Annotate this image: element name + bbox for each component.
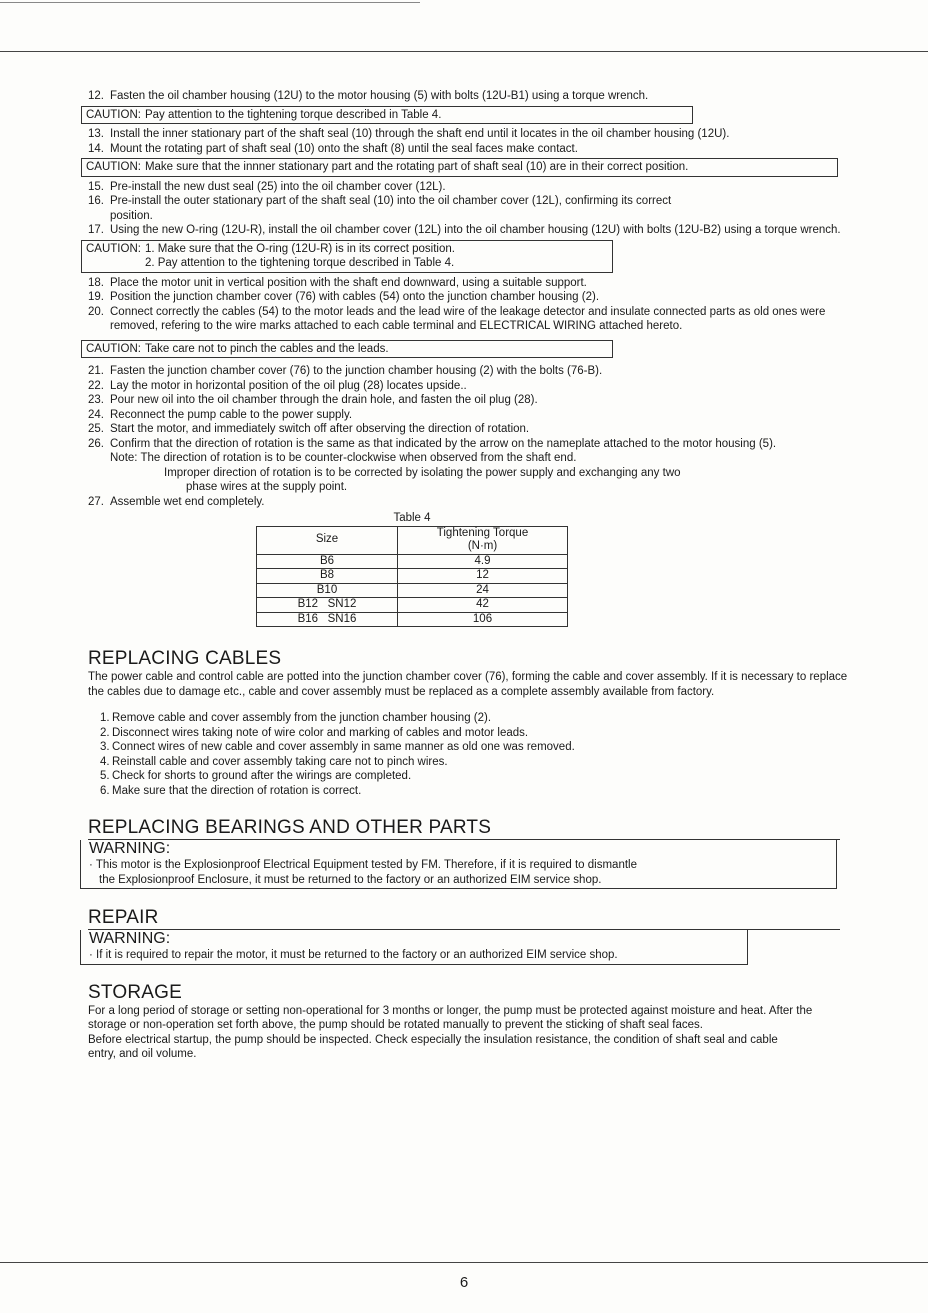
step-text: Install the inner stationary part of the shaft seal (10) through the shaft end until it locates in the oil chamber housing (12U). bbox=[110, 128, 730, 140]
section-storage bbox=[88, 982, 848, 1062]
warning-title: WARNING: bbox=[89, 840, 171, 857]
step-number: 3. bbox=[100, 741, 110, 753]
header-torque-line-2: (N·m) bbox=[467, 540, 498, 552]
step-text: Make sure that the direction of rotation is correct. bbox=[112, 784, 362, 797]
table-caption: Table 4 bbox=[393, 512, 431, 524]
header-rule bbox=[0, 51, 928, 52]
section-replacing-bearings bbox=[88, 817, 848, 889]
step-22 bbox=[88, 379, 848, 394]
step-number: 16. bbox=[88, 195, 104, 207]
step-19 bbox=[88, 290, 848, 305]
step-number: 19. bbox=[88, 291, 104, 303]
section-paragraph: The power cable and control cable are potted into the junction chamber cover (76), forming the cable and cover assembly. If it is necessary to replace the cables due to damage etc., cable and cover assembly must be replaced as a complete assembly available from factory. bbox=[88, 671, 848, 698]
list-item bbox=[100, 711, 848, 726]
header-size: Size bbox=[257, 526, 398, 554]
caution-line-2: 2. Pay attention to the tightening torque described in Table 4. bbox=[144, 257, 455, 269]
cell-torque: 42 bbox=[398, 598, 568, 613]
step-18 bbox=[88, 276, 848, 291]
step-text: Connect wires of new cable and cover assembly in same manner as old one was removed. bbox=[112, 741, 575, 753]
header-torque-line-1: Tightening Torque bbox=[436, 526, 529, 539]
step-number: 5. bbox=[100, 770, 110, 782]
cable-steps-list bbox=[88, 711, 848, 798]
page-number: 6 bbox=[459, 1274, 469, 1291]
step-15 bbox=[88, 180, 848, 195]
caution-text: Pay attention to the tightening torque described in Table 4. bbox=[144, 108, 442, 121]
step-number: 15. bbox=[88, 180, 104, 193]
page-content bbox=[88, 89, 848, 1062]
step-number: 22. bbox=[88, 379, 104, 392]
cell-size: B6 bbox=[257, 554, 398, 569]
step-text: Check for shorts to ground after the wirings are completed. bbox=[112, 770, 412, 782]
step-number: 4. bbox=[100, 755, 110, 768]
step-20 bbox=[88, 305, 848, 334]
section-heading: STORAGE bbox=[88, 981, 182, 1003]
warning-box bbox=[80, 930, 748, 965]
table-row bbox=[257, 583, 568, 598]
step-number: 1. bbox=[100, 712, 110, 724]
warning-line-1: · This motor is the Explosionproof Electrical Equipment tested by FM. Therefore, if it is required to dismantle bbox=[89, 859, 637, 871]
caution-box-3 bbox=[81, 240, 613, 273]
section-heading: REPAIR bbox=[88, 907, 840, 930]
cell-torque: 106 bbox=[398, 612, 568, 627]
step-number: 20. bbox=[88, 305, 104, 318]
caution-label: CAUTION: bbox=[86, 342, 141, 355]
step-text: Remove cable and cover assembly from the junction chamber housing (2). bbox=[112, 712, 492, 724]
step-21 bbox=[88, 364, 848, 379]
step-text: Assemble wet end completely. bbox=[110, 495, 265, 508]
step-number: 21. bbox=[88, 365, 104, 377]
step-12 bbox=[88, 89, 848, 104]
note-line-3: phase wires at the supply point. bbox=[186, 481, 348, 493]
step-text: Pre-install the new dust seal (25) into the oil chamber cover (12L). bbox=[110, 180, 446, 193]
section-heading: REPLACING CABLES bbox=[88, 648, 282, 669]
step-text: Pour new oil into the oil chamber through the drain hole, and fasten the oil plug (28). bbox=[110, 394, 538, 406]
step-text: Disconnect wires taking note of wire color and marking of cables and motor leads. bbox=[112, 726, 529, 739]
step-text: Confirm that the direction of rotation is the same as that indicated by the arrow on the nameplate attached to the motor housing (5). bbox=[110, 437, 777, 450]
storage-paragraph-2: Before electrical startup, the pump should be inspected. Check especially the insulation resistance, the condition of shaft seal and cable entry, and oil volume. bbox=[88, 1033, 778, 1060]
step-text: Lay the motor in horizontal position of the oil plug (28) locates upside.. bbox=[110, 379, 467, 392]
step-text: Connect correctly the cables (54) to the motor leads and the lead wire of the leakage detector and insulate connected parts as old ones were removed, refering to the wire marks attached to each cable terminal and ELECTRICAL WIRING attached hereto. bbox=[110, 305, 826, 332]
step-23 bbox=[88, 393, 848, 408]
caution-label: CAUTION: bbox=[86, 108, 141, 121]
step-number: 25. bbox=[88, 423, 104, 435]
step-14 bbox=[88, 142, 848, 157]
table-row bbox=[257, 554, 568, 569]
top-stub-rule bbox=[0, 2, 420, 3]
step-text: Fasten the junction chamber cover (76) to the junction chamber housing (2) with the bolts (76-B). bbox=[110, 365, 603, 377]
list-item bbox=[100, 740, 848, 755]
step-25 bbox=[88, 422, 848, 437]
section-repair bbox=[88, 907, 848, 965]
section-replacing-cables bbox=[88, 648, 848, 798]
caution-label: CAUTION: bbox=[86, 161, 141, 173]
note-line-2: Improper direction of rotation is to be corrected by isolating the power supply and exchanging any two bbox=[164, 466, 681, 479]
caution-line-1: 1. Make sure that the O-ring (12U-R) is in its correct position. bbox=[144, 242, 455, 255]
step-16 bbox=[88, 194, 848, 223]
table-header-row bbox=[257, 526, 568, 554]
step-text: Place the motor unit in vertical position with the shaft end downward, using a suitable support. bbox=[110, 276, 587, 289]
cell-size: B16 SN16 bbox=[257, 612, 398, 627]
step-text: Reconnect the pump cable to the power supply. bbox=[110, 408, 353, 421]
caution-box-4 bbox=[81, 340, 613, 359]
warning-line-1: · If it is required to repair the motor, it must be returned to the factory or an authorized EIM service shop. bbox=[89, 949, 618, 961]
step-number: 17. bbox=[88, 224, 104, 236]
step-text: Reinstall cable and cover assembly taking care not to pinch wires. bbox=[112, 755, 448, 768]
note-line-1: Note: The direction of rotation is to be counter-clockwise when observed from the shaft end. bbox=[110, 452, 577, 464]
caution-text: Make sure that the innner stationary part and the rotating part of shaft seal (10) are in their correct position. bbox=[144, 161, 689, 173]
step-13 bbox=[88, 127, 848, 142]
cell-torque: 24 bbox=[398, 583, 568, 598]
table-row bbox=[257, 598, 568, 613]
caution-box-1 bbox=[81, 106, 693, 125]
cell-size: B8 bbox=[257, 569, 398, 584]
section-heading: REPLACING BEARINGS AND OTHER PARTS bbox=[88, 817, 840, 840]
list-item bbox=[100, 784, 848, 799]
warning-line-2: the Explosionproof Enclosure, it must be returned to the factory or an authorized EIM service shop. bbox=[99, 873, 602, 886]
step-number: 6. bbox=[100, 784, 110, 797]
caution-label: CAUTION: bbox=[86, 242, 141, 255]
table-row bbox=[257, 569, 568, 584]
cell-torque: 4.9 bbox=[398, 554, 568, 569]
step-24 bbox=[88, 408, 848, 423]
caution-box-2 bbox=[81, 158, 838, 177]
step-text: Using the new O-ring (12U-R), install the oil chamber cover (12L) into the oil chamber housing (12U) with bolts (12U-B2) using a torque wrench. bbox=[110, 224, 841, 236]
step-number: 26. bbox=[88, 437, 104, 450]
step-number: 23. bbox=[88, 394, 104, 406]
warning-title: WARNING: bbox=[89, 930, 171, 947]
step-number: 14. bbox=[88, 142, 104, 155]
step-number: 13. bbox=[88, 128, 104, 140]
step-text: Mount the rotating part of shaft seal (10) onto the shaft (8) until the seal faces make contact. bbox=[110, 142, 578, 155]
step-number: 2. bbox=[100, 726, 110, 739]
step-number: 24. bbox=[88, 408, 104, 421]
list-item bbox=[100, 726, 848, 741]
step-number: 12. bbox=[88, 90, 104, 102]
table-row bbox=[257, 612, 568, 627]
footer-rule bbox=[0, 1262, 928, 1263]
list-item bbox=[100, 769, 848, 784]
cell-size: B12 SN12 bbox=[257, 598, 398, 613]
step-27 bbox=[88, 495, 848, 510]
torque-table bbox=[256, 526, 568, 628]
rotation-note bbox=[88, 451, 848, 495]
step-text: Position the junction chamber cover (76) with cables (54) onto the junction chamber housing (2). bbox=[110, 291, 600, 303]
cell-size: B10 bbox=[257, 583, 398, 598]
step-text: Pre-install the outer stationary part of the shaft seal (10) into the oil chamber cover (12L), confirming its correct position. bbox=[110, 195, 672, 222]
header-torque bbox=[398, 526, 568, 554]
step-text: Fasten the oil chamber housing (12U) to the motor housing (5) with bolts (12U-B1) using a torque wrench. bbox=[110, 90, 649, 102]
cell-torque: 12 bbox=[398, 569, 568, 584]
step-number: 18. bbox=[88, 276, 104, 289]
caution-text: Take care not to pinch the cables and the leads. bbox=[144, 342, 389, 355]
step-17 bbox=[88, 223, 848, 238]
warning-box bbox=[80, 840, 837, 889]
step-text: Start the motor, and immediately switch off after observing the direction of rotation. bbox=[110, 423, 530, 435]
storage-paragraph-1: For a long period of storage or setting non-operational for 3 months or longer, the pump must be protected against moisture and heat. After the storage or non-operation set forth above, the pump should be rotated manually to prevent the sticking of shaft seal faces. bbox=[88, 1004, 813, 1031]
step-number: 27. bbox=[88, 495, 104, 508]
list-item bbox=[100, 755, 848, 770]
step-26 bbox=[88, 437, 848, 452]
